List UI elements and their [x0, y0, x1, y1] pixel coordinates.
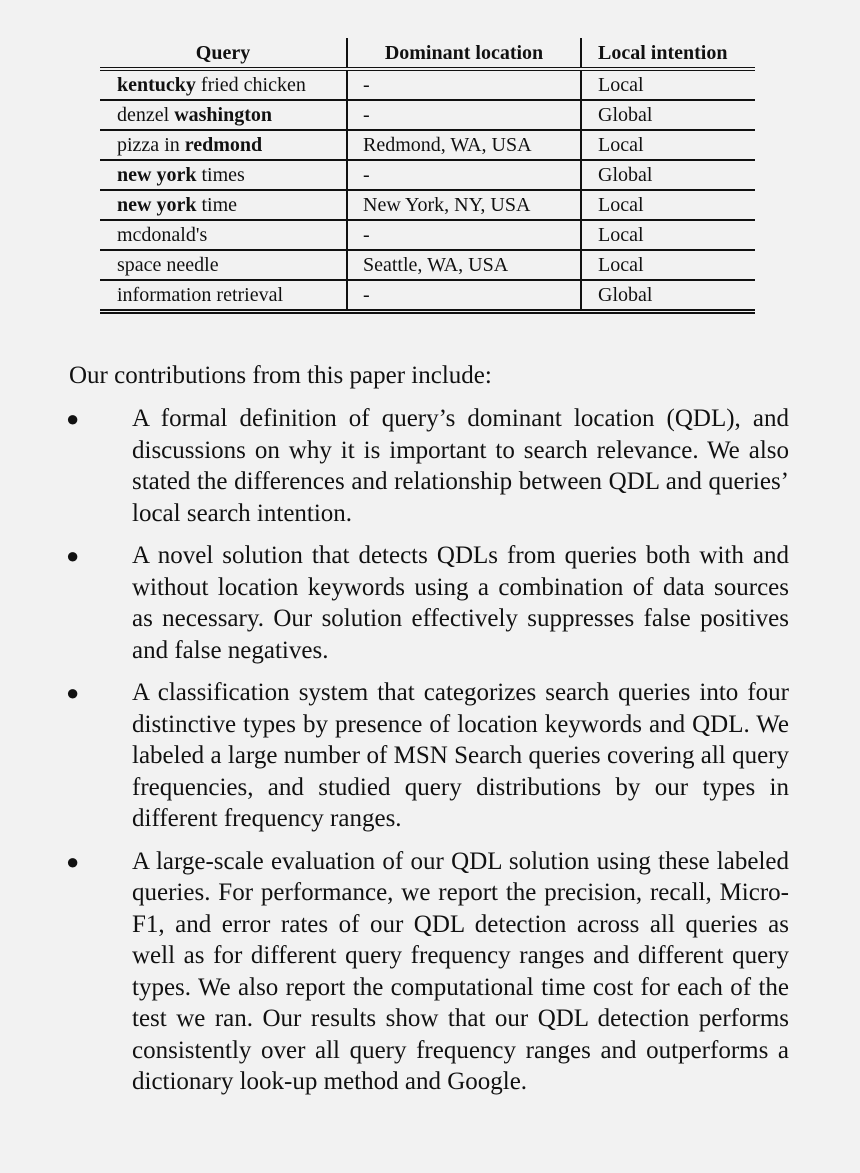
cell-local-intention: Local — [581, 190, 755, 220]
cell-dominant-location: New York, NY, USA — [347, 190, 581, 220]
query-location-keyword: new york — [117, 164, 197, 186]
list-item — [0, 540, 860, 666]
cell-dominant-location: Seattle, WA, USA — [347, 250, 581, 280]
cell-dominant-location: Redmond, WA, USA — [347, 130, 581, 160]
bullet-text: A classification system that categorizes search queries into four distinctive types by presence of location keywords and QDL. We labeled a large number of MSN Search queries covering all query frequencies, and studied query distributions by our types in different frequency ranges. — [132, 679, 789, 832]
bullet-text: A formal definition of query’s dominant location (QDL), and discussions on why it is important to search relevance. We also stated the differences and relationship between QDL and queries’ local search intention. — [132, 405, 789, 527]
cell-query — [100, 69, 347, 100]
bullet-text: A novel solution that detects QDLs from queries both with and without location keywords using a combination of data sources as necessary. Our solution effectively suppresses false positives and false negatives. — [132, 542, 789, 664]
table-row — [100, 69, 755, 100]
cell-local-intention: Global — [581, 280, 755, 312]
cell-dominant-location: - — [347, 160, 581, 190]
query-location-keyword: redmond — [184, 134, 263, 156]
cell-query — [100, 280, 347, 312]
table-row — [100, 100, 755, 130]
bullet-marker: ● — [66, 680, 80, 705]
table-row — [100, 160, 755, 190]
cell-dominant-location: - — [347, 280, 581, 312]
cell-local-intention: Local — [581, 69, 755, 100]
query-lead: space needle — [117, 254, 219, 276]
cell-dominant-location: - — [347, 69, 581, 100]
cell-query — [100, 190, 347, 220]
header-local-intention: Local intention — [581, 38, 755, 69]
table-header-row — [100, 38, 755, 69]
query-rest: fried chicken — [195, 74, 306, 96]
cell-local-intention: Local — [581, 130, 755, 160]
table-row — [100, 250, 755, 280]
bullet-marker: ● — [66, 406, 80, 431]
table-row — [100, 220, 755, 250]
query-lead: mcdonald's — [117, 224, 208, 246]
header-dominant-location: Dominant location — [347, 38, 581, 69]
cell-local-intention: Local — [581, 220, 755, 250]
contributions-list — [0, 403, 860, 1109]
table-row — [100, 130, 755, 160]
query-lead: denzel — [117, 104, 175, 126]
query-location-keyword: new york — [117, 194, 197, 216]
query-location-keyword: kentucky — [117, 74, 196, 96]
list-item — [0, 846, 860, 1098]
query-lead: information retrieval — [117, 284, 284, 306]
query-location-keyword: washington — [174, 104, 272, 126]
bullet-marker: ● — [66, 848, 80, 874]
cell-dominant-location: - — [347, 220, 581, 250]
cell-query — [100, 100, 347, 130]
query-rest: time — [196, 194, 237, 216]
cell-query — [100, 160, 347, 190]
query-rest: times — [196, 164, 245, 186]
cell-query — [100, 250, 347, 280]
contributions-intro: Our contributions from this paper include: — [69, 362, 492, 389]
cell-dominant-location: - — [347, 100, 581, 130]
list-item — [0, 403, 860, 529]
bullet-marker: ● — [66, 543, 80, 568]
cell-query — [100, 220, 347, 250]
query-location-table — [100, 38, 755, 314]
query-lead: pizza in — [117, 134, 185, 156]
header-query: Query — [100, 38, 347, 69]
list-item — [0, 677, 860, 835]
table-body — [100, 69, 755, 312]
bullet-text: A large-scale evaluation of our QDL solution using these labeled queries. For performance, we report the precision, recall, Micro-F1, and error rates of our QDL detection across all queries as well as for different query frequency ranges and different query types. We also report the computational time cost for each of the test we ran. Our results show that our QDL detection performs consistently over all query frequency ranges and outperforms a dictionary look-up method and Google. — [132, 847, 789, 1095]
table-row — [100, 190, 755, 220]
cell-local-intention: Global — [581, 160, 755, 190]
cell-local-intention: Local — [581, 250, 755, 280]
table-row — [100, 280, 755, 312]
cell-local-intention: Global — [581, 100, 755, 130]
cell-query — [100, 130, 347, 160]
